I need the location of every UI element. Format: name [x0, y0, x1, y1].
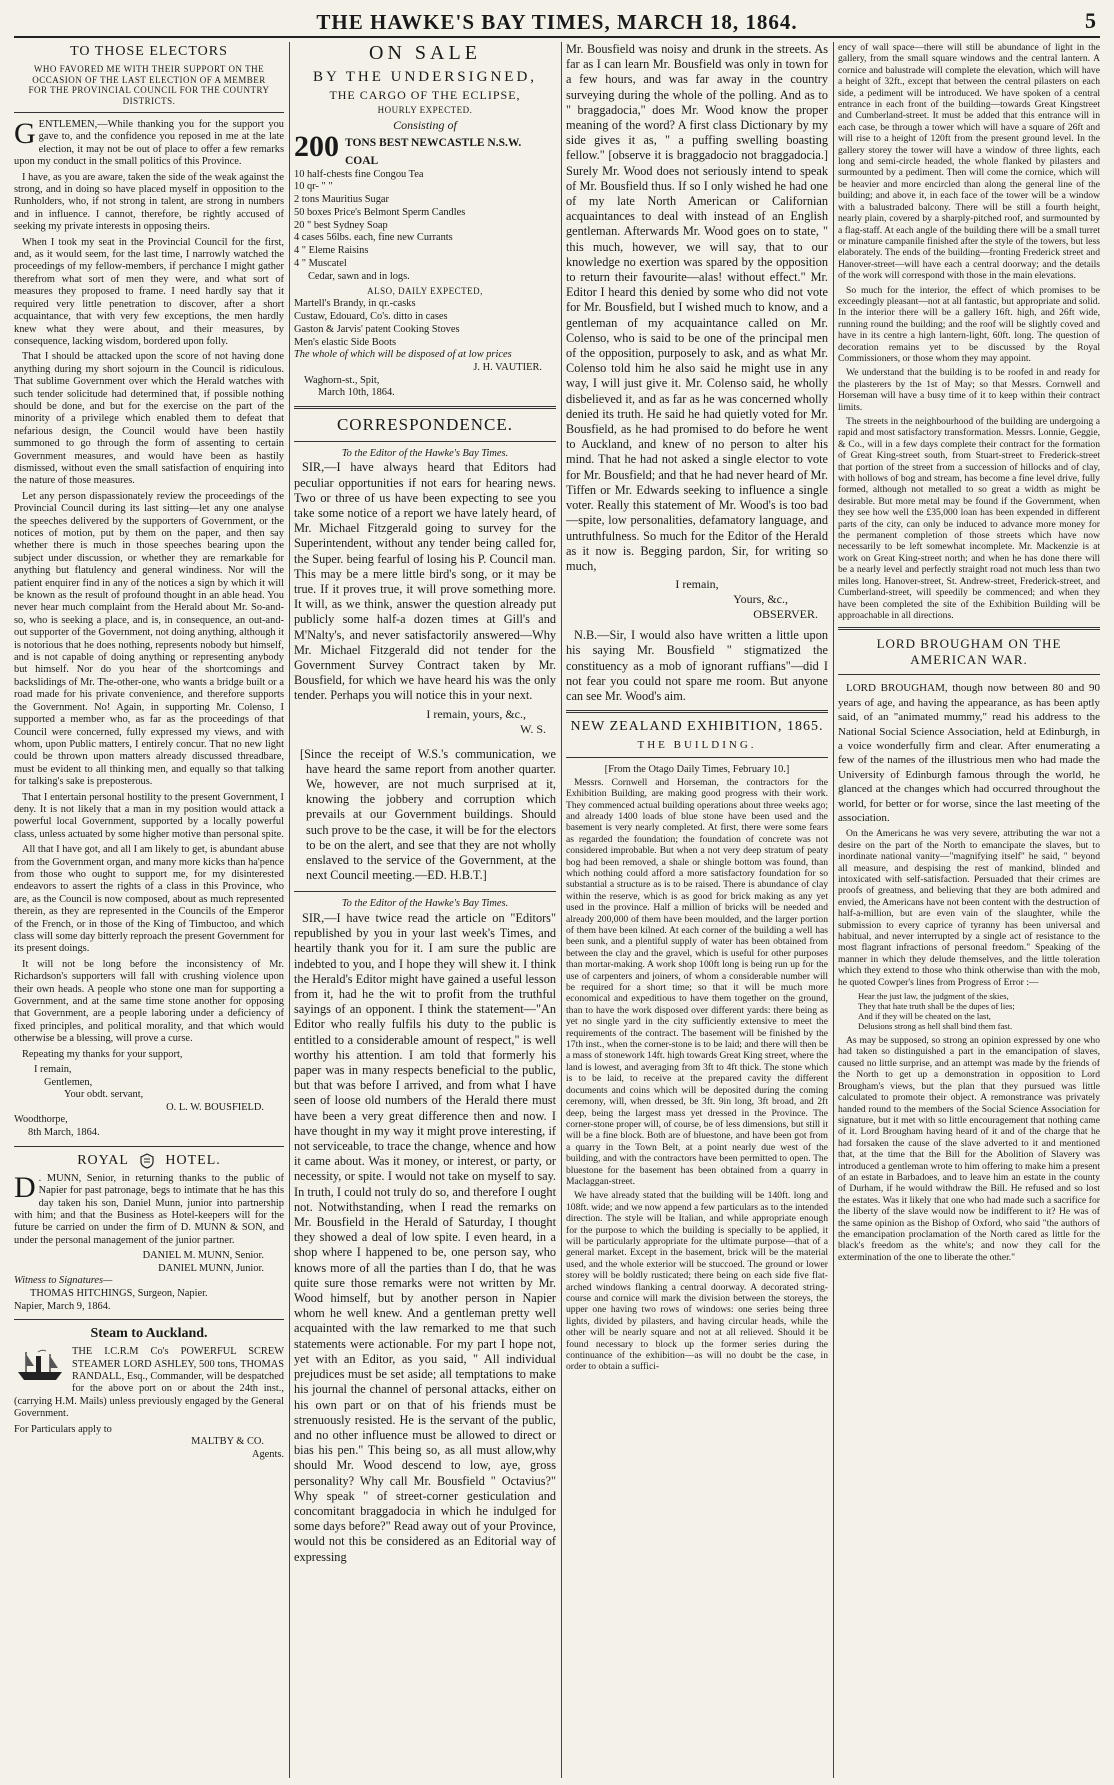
- letter-paragraph: That I entertain personal hostility to the present Government, I deny. It is not likely that a man in my position would attack a powerful local Government, supported by a locally powerful class, unless actuated by some higher motive than personal spite.: [14, 791, 284, 840]
- divider: [566, 757, 828, 758]
- electors-heading: TO THOSE ELECTORS: [70, 44, 228, 59]
- list-item: Gaston & Jarvis' patent Cooking Stoves: [294, 323, 460, 335]
- exhibition-paragraph: The streets in the neighbourhood of the building are undergoing a rapid and most satisfactory transformation. Messrs. Lonnie, Geggie, & Co., will in a few days complete their contract for the formation of Great King-street south, from Stuart-street to Frederick-street that portion of the street from a succession of hillocks and of clay, with hollows of bog and stream, has become a fine level drive, fully formed, although not metalled to so great a width as might be desirable. But more metal may be found if the Government, when they see how well the £35,000 loan has been expended in different parts of the city, can only be induced to advance more money for the permanent completion of those streets which have now necessarily to be left somewhat incomplete. Mr. Mackenzie is at work on Great King-street north; and when he has done there will be a nearly level and perfectly straight road not much less than two miles long. Hanover-street, St. Andrew-street, Frederick-street, and Cumberland-street, will speedily be commenced; and when they have been completed the site of the Exhibition Building will be approachable in all directions.: [838, 416, 1100, 621]
- exhibition-paragraph: We understand that the building is to be roofed in and ready for the plasterers by the 1st of May; so that Messrs. Cornwell and Horseman will have a busy time of it to keep within their contract limits.: [838, 367, 1100, 413]
- sale-date: March 10th, 1864.: [318, 387, 395, 399]
- steam-heading: Steam to Auckland.: [90, 1326, 208, 1342]
- coal-quantity: 200: [294, 132, 339, 163]
- sale-by: BY THE UNDERSIGNED,: [312, 69, 538, 85]
- column-rule: [561, 42, 562, 1778]
- signature-name: O. L. W. BOUSFIELD.: [166, 1101, 264, 1113]
- list-item: Cedar, sawn and in logs.: [308, 270, 410, 282]
- steam-apply: For Particulars apply to: [14, 1423, 112, 1435]
- verse-line: Delusions strong as hell shall bind them fast.: [858, 1021, 1013, 1032]
- page-number: 5: [1085, 8, 1096, 33]
- to-editor: To the Editor of the Hawke's Bay Times.: [341, 447, 509, 459]
- letter-paragraph: I have, as you are aware, taken the side of the weak against the strong, and in doing so have placed myself in opposition to the Runholders, who, if not strong in talent, are strong in numbers and in influence. I cannot, therefore, be rightly accused of seeking my private interests in opposing theirs.: [14, 171, 284, 233]
- divider: [294, 406, 556, 409]
- brougham-heading: LORD BROUGHAM ON THE AMERICAN WAR.: [876, 636, 1062, 668]
- divider: [14, 1146, 284, 1147]
- list-item: Martell's Brandy, in qr.-casks: [294, 298, 416, 310]
- signature-line: I remain,: [675, 577, 719, 592]
- steam-notice: THE I.C.R.M Co's POWERFUL SCREW STEAMER LORD ASHLEY, 500 tons, THOMAS RANDALL, Esq., Commander, will be despatched for the above port on or about the 24th inst., (carrying H.M. Mails) unless previously engaged by the General Government.: [14, 1346, 284, 1420]
- list-item: 50 boxes Price's Belmont Sperm Candles: [294, 206, 466, 218]
- newspaper-page: [14, 8, 1100, 1778]
- divider: [566, 710, 828, 713]
- munn-date: Napier, March 9, 1864.: [14, 1300, 111, 1312]
- sale-place: Waghorn-st., Spit,: [304, 374, 380, 386]
- signature-line: Your obdt. servant,: [64, 1089, 144, 1101]
- munn-notice: D . MUNN, Senior, in returning thanks to the public of Napier for past patronage, begs to intimate that he has this day taken his son, Daniel Munn, junior into partnership with him; and that the Business as Hotel-keepers will for the future be carried on under the firm of D. MUNN & SON, and under the personal management of the junior partner.: [14, 1170, 284, 1246]
- sale-expected-items: [294, 298, 556, 349]
- column-3: [566, 42, 828, 1778]
- signature-line: Yours, &c.,: [733, 592, 788, 607]
- exhibition-heading: NEW ZEALAND EXHIBITION, 1865.: [570, 719, 824, 735]
- letter-paragraph: All that I have got, and all I am likely to get, is abundant abuse from the Government organ, and many more kicks than ha'pence from those who ought to support me, for my disinterested endeavors to assert the rights of a class in this Province, who are, as the Council is now composed, about as much represented therein, as they are represented in the Councils of the Emperor of the French, or in those of the King of Timbuctoo, and which class will some day bitterly reproach the present Government for its present doings.: [14, 844, 284, 955]
- divider: [14, 112, 284, 113]
- sale-items: [294, 169, 556, 284]
- list-item: 4 cases 56lbs. each, fine new Currants: [294, 232, 453, 244]
- list-item: 10 qr- " ": [294, 181, 333, 193]
- coal-line: [294, 133, 556, 169]
- exhibition-paragraph: Messrs. Cornwell and Horseman, the contractors for the Exhibition Building, are making good progress with their work. They commenced actual building operations about three weeks ago; and already 1400 loads of blue stone have been used and the basement is very nearly completed. At first, there were some fears as regarded the foundation; the foundation of concrete was not considered improbable. But when a not very deep stratum of peaty bog had been removed, a shale or shingle bottom was found, than which nothing could afford a more satisfactory foundation for so substantial a structure as is to be raised. There is abundance of clay within the reserve, which is as good for brick making as any yet used in the province. Half a million of bricks will be needed and already 200,000 of them have been moulded, and the larger portion of them have been kilned. At each corner of the building a well has been sunk, and a plentiful supply of water has been obtained from between the clay and the gravel, which is useful for other purposes than mortar-making. A work shop 100ft long is being run up for the use of carpenters and joiners, of whom a considerable number will be required for a short time; so that it will be much more economical and expeditious to have them together on the ground, than to have the work disposed over different yards: there being as yet no single yard in the city sufficiently extensive to meet the requirements of the contract. The basement will be finished by the 17th inst., when the corner-stone is to be laid; and there will then be a mass of stonework 14ft. high towards Great King street, where the land is lowest, and averaging from 3ft to 4ft thick. The stone which is to be laid, to receive at the prepared cavity the different documents and coins which will be deposited during the coming ceremony, will, when dressed, be 3ft. 9in long, 3ft broad, and 2ft deep, being the largest mass yet dressed in the Province. The corner-stone proper will, of course, be of less dimensions, but still it will be a fine block. Both are of bluestone, and have been got from a quarry in the Town Belt, at a point nearly due west of the building, and with the contractors have been permitted to open. The bluestone for the basement has been obtained from a quarry in Maclaggan-street.: [566, 776, 828, 1187]
- verse-line: They that hate truth shall be the dupes of lies;: [858, 1001, 1015, 1012]
- masthead-title: THE HAWKE'S BAY TIMES, MARCH 18, 1864.: [316, 10, 798, 34]
- signature-name: W. S.: [520, 721, 546, 736]
- exhibition-paragraph: We have already stated that the building will be 140ft. long and 108ft. wide; and we now append a few particulars as to the intended direction. The style will be Italian, and while appropriate enough for the purpose to which the building is specially to be applied, it will be particularly appropriate for the ultimate purpose—that of a general market. Except in the basement, brick will be the material used, and the whole exterior will be stuccoed. The ground or lower storey will be boldly rusticated; there being on each side five flat-arched windows flanking a central doorway. A decorated string-course and cornice will mark the division between the storeys, the upper one having two rows of windows: one series being three lights, divided by pilasters, and having circular heads, while the other will be nearly square and not at all relieved. Should it be found necessary to block up the former series during the continuance of the exhibition—as will no doubt be the case, in order to obtain a suffici-: [566, 1190, 828, 1373]
- letter-paragraph: It will not be long before the inconsistency of Mr. Richardson's supporters will fall with crushing violence upon their own heads. A people who stone one man for supporting a Government, and at the same time stone another for opposing that Government, are a people laboring under a deficiency of fixed principles, and political morality, and that which would otherwise be a blessing, will prove a curse.: [14, 958, 284, 1045]
- to-editor: To the Editor of the Hawke's Bay Times.: [341, 898, 509, 910]
- sale-expected: HOURLY EXPECTED.: [377, 105, 473, 115]
- divider: [14, 1319, 284, 1320]
- columns: [14, 42, 1100, 1778]
- column-2: [294, 42, 556, 1778]
- column-rule: [289, 42, 290, 1778]
- exhibition-subheading: THE BUILDING.: [637, 739, 757, 752]
- letter-ws: SIR,—I have always heard that Editors had peculiar opportunities if not ears for hearing news. Two or three of us have been expecting to see you take some notice of a report we have lately heard, of Mr. Michael Fitzgerald going to survey for the Superintendent, without any tender being called for, the Super. being fearful of losing his P. Council man. This may be a mere little bird's song, or it may be true. If it proves true, it will prove something more. It will, as we think, answer the question already put publicly some half-a dozen times at Gill's and M'Nalty's, and never satisfactorily answered—Why Mr. Michael Fitzgerald did not tender for the Government Survey Contract taken by Mr. Bousfield, for which we have heard his was the only tender. Perhaps you will notice this in your next.: [294, 460, 556, 703]
- letter-opening: GENTLEMEN,—While thanking you for the support you gave to, and the confidence you reposed in me at the late election, it may not be out of place to offer a few remarks upon my conduct in the small politics of this Province.: [14, 117, 284, 168]
- masthead: [14, 8, 1100, 38]
- sale-also: ALSO, DAILY EXPECTED,: [367, 285, 483, 296]
- divider: [294, 441, 556, 442]
- exhibition-source: [From the Otago Daily Times, February 10.]: [604, 764, 790, 776]
- letter-paragraph: Repeating my thanks for your support,: [22, 1048, 183, 1060]
- brougham-paragraph: LORD BROUGHAM, though now between 80 and 90 years of age, and having the appearance, as has been aptly said, of an "animated mummy," read his address to the National Social Science Association, held at Edinburgh, in a voice wonderfully firm and clear. After enumerating a few of the names of the illustrious men who had made the University of Edinburgh famous through the world, he glanced at the changes which had occurred throughout the world, for better or for worse, since the last meeting of the association.: [838, 682, 1100, 824]
- sale-consisting: Consisting of: [393, 117, 457, 132]
- signature-line: I remain,: [34, 1064, 72, 1076]
- drop-cap: G: [14, 117, 36, 150]
- electors-subheading: WHO FAVORED ME WITH THEIR SUPPORT ON THE OCCASION OF THE LAST ELECTION OF A MEMBER FOR THE PROVINCIAL COUNCIL FOR THE COUNTRY DISTRICTS.: [28, 64, 270, 106]
- list-item: 2 tons Mauritius Sugar: [294, 194, 389, 206]
- steamship-icon: [14, 1348, 66, 1384]
- list-item: 10 half-chests fine Congou Tea: [294, 168, 424, 180]
- nota-bene: N.B.—Sir, I would also have written a little upon his saying Mr. Bousfield " stigmatized the constituency as a mob of ignorant ruffians"—did I not fear you could not spare me room. But anyone can see Mr. Wood's aim.: [566, 628, 828, 703]
- letter-observer: SIR,—I have twice read the article on "Editors" republished by you in your last week's Times, and heartily thank you for it. I am sure the public are indebted to you, and I hope they will shew it. I think the Herald's Editor might have gained a useful lesson from it, had he the wit to profit from the truthful sayings of an opponent. I think the statement—"An Editor who really fulfils his duty to the public is entitled to a considerable amount of respect," is well worthy his attention. I am told that formerly his paper was in many respects beneficial to the public, but that was before I arrived, and from what I have seen of loose old numbers of the Herald there must have been a very great difference then and now. I have thought in my way it might prove interesting, if not serviceable, to trace the change, whence and how it came about. Was it money, or interest, or party, or necessity, or spite. I would not take on myself to say. In truth, I could not truly do so, and therefore I ought not. Notwithstanding, when I read the remarks on Mr. Bousfield in the Herald of Saturday, I thought they showed a deal of low spite. I even heard, in a shop where I happened to be, one person say, who knows more of all the parties than I do, that he was quite sure those remarks were not written by Mr. Wood himself, but by another person in Napier whom he well knew. And a gentleman pretty well acquainted with the law remarked to me that such statements were actionable. For my part I hope not, yet with an Editor, as you said, " All individual prejudices must be set aside; all temptations to make his journal the channel of personal attacks, either on his own part or on that of his friends must be strenuously resisted. He is the servant of the public, and no other influence must be allowed to direct or bias his pen." This being so, as all must allow,why should Mr. Wood descend to low, aye, gross personality? Why call Mr. Bousfield " Octavius?" Why speak " of street-corner gesticulation and concomitant braggadocia in which he indulged for some days before?" Read away out of your Province, would not this be considered as an Editorial way of expressing: [294, 911, 556, 1564]
- column-rule: [833, 42, 834, 1778]
- signature-line: Gentlemen,: [44, 1076, 93, 1088]
- exhibition-continued: ency of wall space—there will still be abundance of light in the gallery, from the small square windows and the central lantern. A cornice and balustrade will complete the elevation, which will have a height of 32ft., except that between the central pilasters on each side, a pediment will be introduced. We have spoken of a central entrance in each front of the building—towards Great Kingstreet and Cumberland-street. It must be added that this entrance will in each case, be through a tower which will have a square of 26ft and will rise to a height of 120ft from the present ground level. In the gallery storey the tower will have a window of three lights, each long and semi-circle headed, the whole flanked by pilasters and surmounted by a pediment. Then will come the cornice, which will be heavier and more encircled than along the general line of the building; and above it, in each face of the tower will be a window with a balustraded balcony. There will be still a fourth height, nearly plain, covered by a sharply-pitched roof, and surmounted by a flag-staff. At each angle of the building there will be a small turret or minature campanile finished after the style of the towers, but less elaborately. The ends of the building—fronting Frederick street and Hanover-street—will have each a central doorway; and the details of the work will correspond with those in the main elevations.: [838, 42, 1100, 282]
- royal-hotel-heading: ROYAL HOTEL.: [77, 1152, 221, 1168]
- brougham-paragraph: On the Americans he was very severe, attributing the war not a desire on the part of the North to emancipate the slaves, but to inordinate national vanity—"magnifying itself" he said, " beyond all measure, and despising the rest of mankind, blinded and intoxicated with self-satisfaction. Persuaded that their crimes are proofs of greatness, and believing that they are both admired and envied, the Americans have not been content with the destruction of half-a-million, but are even vain of the slaughter, while the submission to every caprice of tyranny has been universal and habitual, and never interrupted by a single act of resistance to the most flagrant infractions of personal freedom." Speaking of the manner in which they delude themselves, and the little toleration which they extend to those who think otherwise than with the mob, he quoted Cowper's lines from Progress of Error :—: [838, 828, 1100, 988]
- letter-paragraph: That I should be attacked upon the score of not having done anything during my short sojourn in the Council is ridiculous. That sublime Government over which the Herald watches with such tender solicitude had determined that, if possible nothing should be done, and but for the exercise on the part of the minority of a privilege which enabled them to defeat that nefarious design, the Council would have been hastily summoned to go through the form of assenting to certain Government measures, and would have been as hastily dismissed, without even the small satisfaction of enquiring into the nature of those measures.: [14, 351, 284, 487]
- signature-line: I remain, yours, &c.,: [426, 706, 526, 721]
- list-item: Men's elastic Side Boots: [294, 336, 397, 348]
- divider: [838, 627, 1100, 630]
- sale-whole: The whole of which will be disposed of at low prices: [294, 349, 512, 361]
- munn-signature: DANIEL MUNN, Junior.: [158, 1262, 264, 1274]
- signature-name: OBSERVER.: [753, 607, 818, 622]
- letter-date: 8th March, 1864.: [28, 1127, 100, 1139]
- list-item: 4 " Muscatel: [294, 258, 347, 270]
- correspondence-heading: CORRESPONDENCE.: [336, 414, 514, 434]
- column-1: [14, 42, 284, 1778]
- list-item: 4 " Eleme Raisins: [294, 245, 369, 257]
- exhibition-paragraph: So much for the interior, the effect of which promises to be exceedingly pleasant—not at all fantastic, but appropriate and solid. In the interior there will be a gallery 16ft. high, and 26ft wide, running round the building; and the roof will be slightly coved and have in its centre a high lantern-light, 60ft. long. The question of decoration remains yet to be discussed by the Royal Commissioners, or those whom they may appoint.: [838, 284, 1100, 364]
- divider: [838, 674, 1100, 675]
- letter-paragraph: Let any person dispassionately review the proceedings of the Provincial Council during its last sitting—let any one analyse the speeches delivered by the supporters of Government, or the notices of motion, put by them on the paper, and then say whether there is much in those speeches bearing upon the subject under discussion, or whether they are remarkable for anything but flatulency and general windiness. Nor will the patient enquirer find in any of the notices a sign by which it will be known as the result of profound thought in an able head. You never hear much complaint from the Herald about Mr. So-and-so, who is seeking a place, and is, in consequence, an out-and-out supporter of the Government, not doing anything, although it is notorious that he does nothing, represents nobody but himself, and is not capable of doing anything or representing anybody but himself. Nor do you hear of the shortcomings and backslidings of Mr. The-other-one, who wants a bridge built or a road made for his private convenience, and therefore supports the Government. No! Again, in supporting Mr. Colenso, I supported a member who, as far as the proceedings of that Council were concerned, fully expressed my views, and with whom, upon Public matters, I entirely concur. That no new light could be thrown upon matters already discussed threadbare, must be evident to all thinking men, and equally so that talking for talking's sake is preposterous.: [14, 490, 284, 788]
- brougham-paragraph: As may be supposed, so strong an opinion expressed by one who had taken so distinguished a part in the emancipation of slaves, caused no little surprise, and an attempt was made by the friends of the North to get up a demonstration in opposition to Lord Brougham's views, but the plan that they pursued was little calculated to promote their object. A remonstrance was privately handed round to the members of the Social Science Association for signature, but it met with so little encouragement that nothing came of it. Lord Brougham having heard of it and of the charge that he had forsaken the cause of the slave adverted to it and mentioned that, at the time that the Bill for the Abolition of Slavery was introduced a gentleman wrote to him offering to make him a present of an estate in Barbadoes, and to leave him an estate in the county of Durham, if he would withdraw the Bill. He refused and so lost the estates. Was it likely that one who had made such a sacrifice for the liberty of the slave would now be indifferent to it? He was of the same opinion as the Bishop of Oxford, who said "the authors of the emancipation proclamation of the North cared as little for the black's freedom as the white's; and now they call for the extermination of the one to liberate the other.": [838, 1035, 1100, 1263]
- list-item: Custaw, Edouard, Co's. ditto in cases: [294, 310, 448, 322]
- column-4: [838, 42, 1100, 1778]
- sale-cargo: THE CARGO OF THE ECLIPSE,: [329, 88, 521, 102]
- editor-note: [Since the receipt of W.S.'s communication, we have heard the same report from another quarter. We, however, are not much surprised at it, knowing the jobbery and corruption which prevails at our Government buildings. Should such prove to be the case, it will be for the electors to be on the alert, and see that they are not wholly enslaved to the service of the Government, at the next Council meeting.—ED. H.B.T.]: [300, 746, 556, 883]
- letter-continued: Mr. Bousfield was noisy and drunk in the streets. As far as I can learn Mr. Bousfield was only in town for a few hours, and was far away in the country surveying during the whole of the polling. And as to " braggadocia," does Mr. Wood know the proper meaning of the word? A first class Dictionary by my side gives it as, " a puffing swelling boasting fellow." [observe it is braggadocio not braggadocia.] Surely Mr. Wood does not seriously intend to speak of Mr. Bousfield thus. If so I only wished he had one of my late North American or Californian acquaintances to deal with instead of an English gentleman. Afterwards Mr. Wood goes on to state, " this much, however, we will say, that to our knowledge no exertion was spared by the opposition to return their favourite—alas! without effect." Mr. Editor I heard this denied by some who did not vote for Mr. Bousfield, but I wished much to know, and a gentleman of my acquaintance called on Mr. Colenso, who is said to be one of the principal men of the opposition, purposely to ask, and as what Mr. Colenso told him he also said he might use in any way, I will just give it. Mr. Colenso said, he wholly disbelieved it, and as far as he was concerned wholly denied its truth. He said he had quietly voted for Mr. Bousfield, as he had promised to do before he went to Auckland, and knew of no person to alter his mind. That he had not asked a single elector to vote for Mr. Bousfield; and that he had never heard of Mr. Tiffen or Mr. Edwards seeking to influence a single voter. Really this statement of Mr. Wood's is too bad—spite, low personalities, defamatory language, and untruthfulness. So much for the Editor of the Herald as it now is. Begging pardon, Sir, for writing so much,: [566, 42, 828, 573]
- coal-description: TONS BEST NEWCASTLE N.S.W. COAL: [345, 136, 522, 167]
- verse: [858, 991, 1100, 1031]
- verse-line: Hear the just law, the judgment of the skies,: [858, 991, 1009, 1002]
- sale-signature: J. H. VAUTIER.: [473, 361, 542, 373]
- steam-agents-label: Agents.: [251, 1448, 284, 1460]
- letter-paragraph: When I took my seat in the Provincial Council for the first, and, as it would seem, for the last time, I narrowly watched the proceedings of my fellow-members, if perchance I might gather therefrom what sort of men they were, and what sort of measures they proposed to frame. I need hardly say that it required very little penetration to discover, after a short acquaintance, that with very few exceptions, the men hardly knew what they were about, and their measures, by consequence, lacking wisdom, bordered upon folly.: [14, 236, 284, 347]
- royal-crest-icon: [139, 1153, 155, 1169]
- letter-place: Woodthorpe,: [14, 1114, 68, 1126]
- witness-name: THOMAS HITCHINGS, Surgeon, Napier.: [30, 1288, 208, 1300]
- divider: [294, 891, 556, 892]
- verse-line: And if they will be cheated on the last,: [858, 1011, 991, 1022]
- sale-heading: ON SALE: [369, 42, 481, 64]
- munn-signature: DANIEL M. MUNN, Senior.: [142, 1250, 264, 1262]
- drop-cap: D: [14, 1170, 36, 1204]
- witness-label: Witness to Signatures—: [14, 1275, 113, 1287]
- list-item: 20 " best Sydney Soap: [294, 219, 388, 231]
- steam-agent: MALTBY & CO.: [191, 1436, 264, 1448]
